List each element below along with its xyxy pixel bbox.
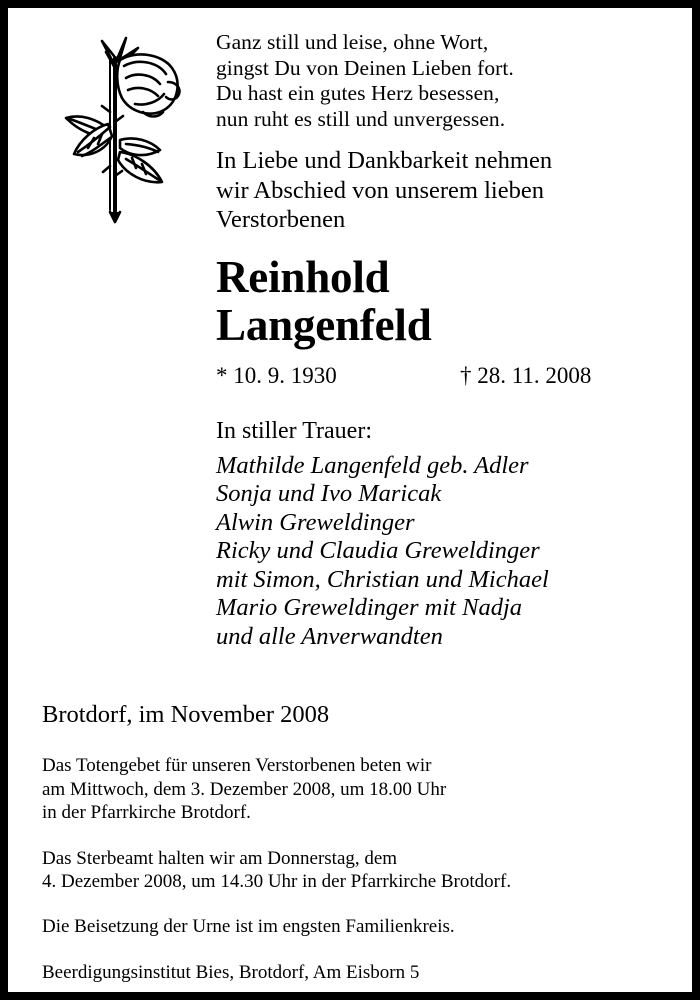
mourner-line: Ricky und Claudia Greweldinger — [216, 537, 540, 564]
death-date-value: 28. 11. 2008 — [477, 362, 592, 388]
death-date — [460, 363, 591, 389]
poem-line: Ganz still und leise, ohne Wort, — [216, 30, 489, 54]
asterisk-icon: * — [216, 362, 228, 388]
deceased-first-name: Reinhold — [216, 251, 390, 302]
farewell-line: Verstorbenen — [216, 206, 346, 233]
life-dates — [216, 363, 686, 389]
poem-line: nun ruht es still und unvergessen. — [216, 106, 506, 131]
burial-note — [42, 915, 662, 939]
birth-date-value: 10. 9. 1930 — [233, 362, 337, 388]
poem-line: Du hast ein gutes Herz besessen, — [216, 81, 500, 105]
farewell-line: In Liebe und Dankbarkeit nehmen — [216, 147, 553, 174]
farewell-line: wir Abschied von unserem lieben — [216, 176, 544, 204]
mourner-line: Sonja und Ivo Maricak — [216, 480, 442, 507]
prayer-note-line: in der Pfarrkirche Brotdorf. — [42, 802, 251, 823]
memorial-poem — [216, 30, 686, 132]
upper-text-column — [216, 30, 686, 651]
cross-icon: † — [460, 362, 472, 388]
mourners-heading: In stiller Trauer: — [216, 417, 372, 444]
funeral-home-note — [42, 961, 662, 985]
mass-note — [42, 847, 662, 894]
notice-sheet — [8, 8, 692, 992]
rose-flower-icon — [40, 26, 190, 226]
funeral-home-line: Beerdigungsinstitut Bies, Brotdorf, Am Eisborn 5 — [42, 962, 420, 983]
prayer-note-line: Das Totengebet für unseren Verstorbenen beten wir — [42, 755, 432, 776]
mourner-line: Mathilde Langenfeld geb. Adler — [216, 451, 529, 479]
farewell-text — [216, 146, 686, 235]
burial-note-line: Die Beisetzung der Urne ist im engsten Familienkreis. — [42, 915, 455, 937]
prayer-note — [42, 754, 662, 825]
mourner-line: und alle Anverwandten — [216, 622, 443, 650]
mass-note-line: Das Sterbeamt halten wir am Donnerstag, dem — [42, 847, 398, 869]
mourner-line: Mario Greweldinger mit Nadja — [216, 594, 523, 621]
notice-footer — [42, 700, 662, 985]
deceased-name — [216, 253, 686, 349]
mourners-list — [216, 452, 686, 652]
mass-note-line: 4. Dezember 2008, um 14.30 Uhr in der Pfarrkirche Brotdorf. — [42, 871, 512, 892]
birth-date — [216, 363, 337, 389]
place-and-date: Brotdorf, im November 2008 — [42, 701, 330, 728]
mourner-line: Alwin Greweldinger — [216, 508, 415, 536]
mourner-line: mit Simon, Christian und Michael — [216, 565, 549, 593]
deceased-last-name: Langenfeld — [216, 299, 432, 350]
poem-line: gingst Du von Deinen Lieben fort. — [216, 55, 514, 80]
prayer-note-line: am Mittwoch, dem 3. Dezember 2008, um 18.00 Uhr — [42, 778, 447, 800]
